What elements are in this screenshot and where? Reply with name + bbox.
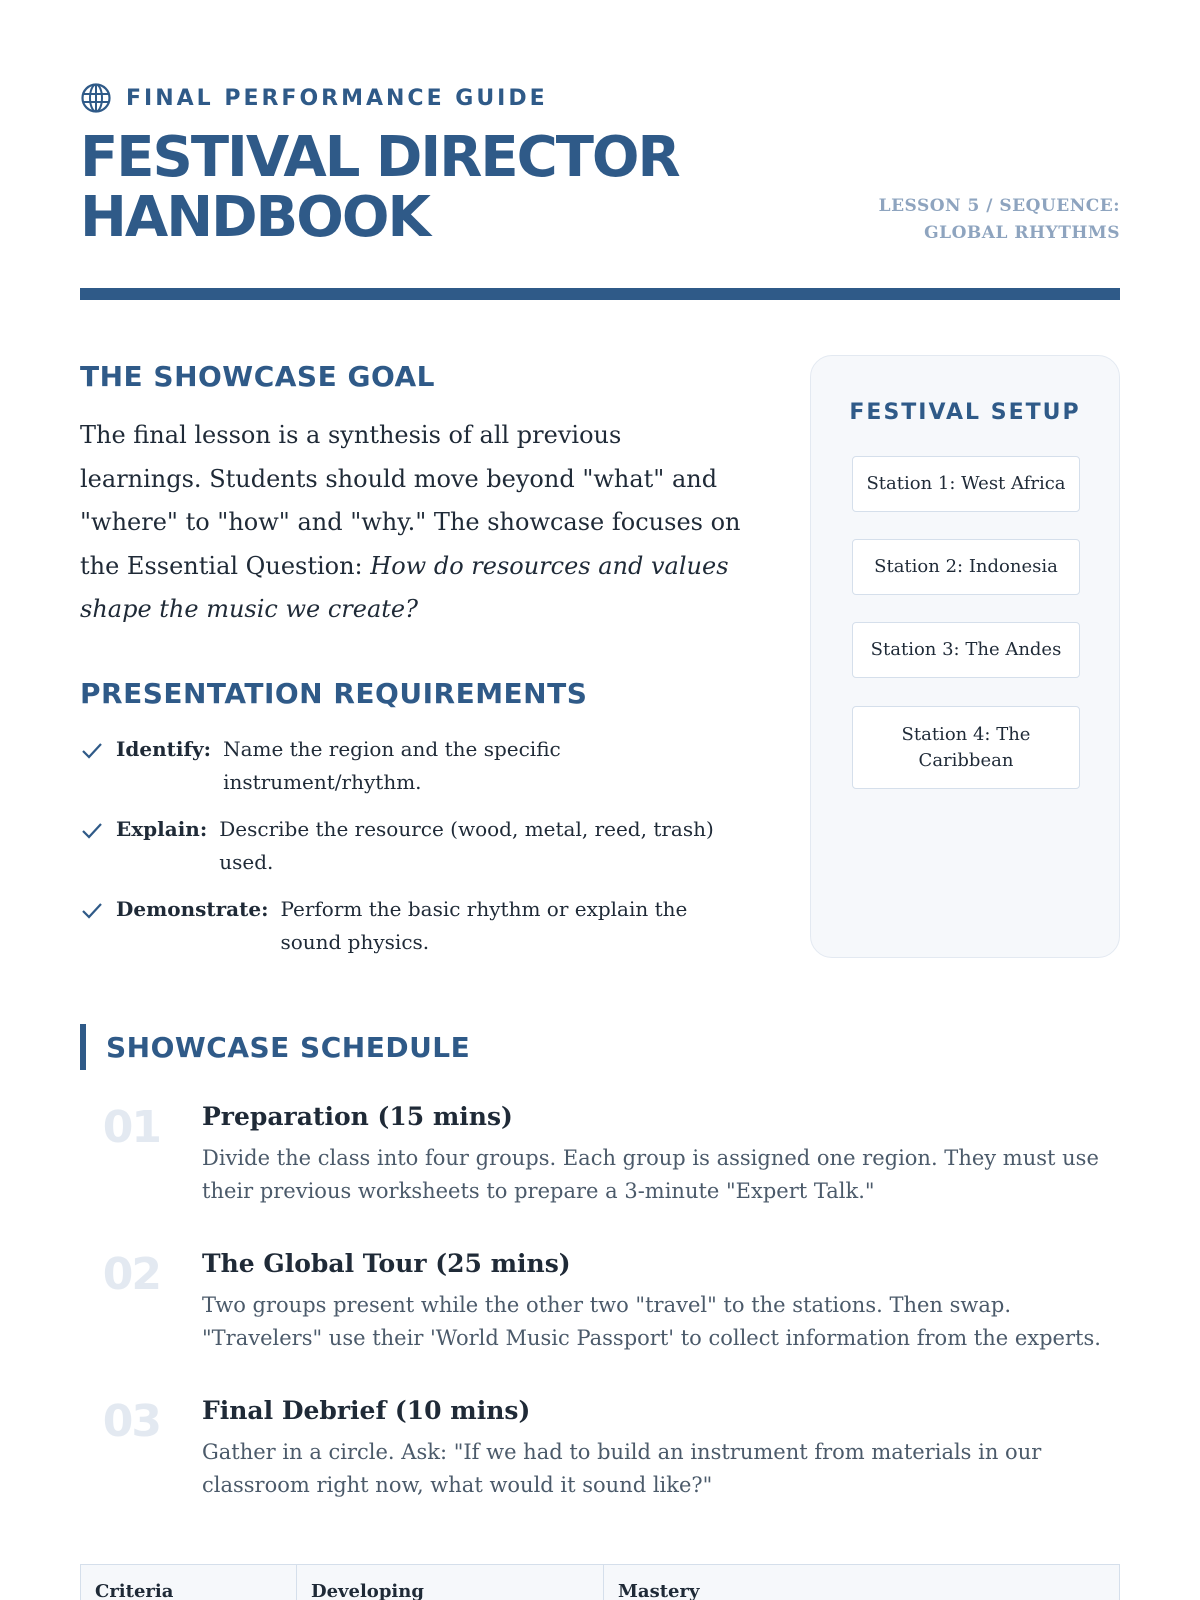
check-icon [80, 739, 104, 763]
goal-text: The final lesson is a synthesis of all previous learnings. Students should move beyond "what" and "where" to "how" and "why." The showcase focuses on the Essential Question: [80, 421, 741, 580]
festival-setup-heading: FESTIVAL SETUP [849, 400, 1081, 425]
goal-paragraph [80, 414, 750, 632]
station-card: Station 1: West Africa [852, 456, 1080, 512]
requirements-list [80, 733, 740, 973]
festival-setup-panel [810, 355, 1120, 958]
rubric-table [80, 1564, 1120, 1600]
lesson-label-line-2: GLOBAL RHYTHMS [924, 223, 1120, 243]
schedule-step [80, 1396, 1120, 1506]
header-divider [80, 288, 1120, 300]
step-number: 03 [102, 1396, 160, 1447]
requirement-label: Identify: [116, 737, 212, 761]
step-number: 02 [102, 1249, 160, 1300]
page-title-line-2: HANDBOOK [80, 185, 429, 250]
requirement-label: Demonstrate: [116, 897, 269, 921]
schedule-step [80, 1102, 1120, 1212]
check-icon [80, 899, 104, 923]
page-title-line-1: FESTIVAL DIRECTOR [80, 125, 679, 190]
requirement-text: Describe the resource (wood, metal, reed, trash) used. [219, 817, 714, 874]
eyebrow [80, 82, 548, 114]
schedule-header [80, 1024, 470, 1070]
step-description: Divide the class into four groups. Each group is assigned one region. They must use their previous worksheets to prepare a 3-minute "Expert Talk." [202, 1146, 1099, 1203]
station-card: Station 2: Indonesia [852, 539, 1080, 595]
page-title [80, 125, 679, 250]
rubric-header-mastery: Mastery [604, 1565, 1120, 1600]
step-number: 01 [102, 1102, 160, 1153]
requirement-item [80, 813, 740, 879]
handbook-page [80, 0, 1120, 1600]
rubric-header-row [81, 1565, 1120, 1600]
requirement-item [80, 733, 740, 799]
rubric-header-developing: Developing [297, 1565, 604, 1600]
globe-icon [80, 82, 112, 114]
rubric-header-criteria: Criteria [81, 1565, 297, 1600]
schedule-accent-bar [80, 1024, 86, 1070]
step-description: Gather in a circle. Ask: "If we had to build an instrument from materials in our classroom right now, what would it sound like?" [202, 1440, 1042, 1497]
eyebrow-text: FINAL PERFORMANCE GUIDE [126, 85, 548, 111]
requirement-item [80, 893, 740, 959]
step-title: Final Debrief (10 mins) [202, 1396, 531, 1425]
check-icon [80, 819, 104, 843]
step-title: Preparation (15 mins) [202, 1102, 513, 1131]
essential-question: How do resources and values shape the music we create? [80, 551, 729, 623]
station-card: Station 4: The Caribbean [852, 706, 1080, 789]
step-title: The Global Tour (25 mins) [202, 1249, 571, 1278]
step-description: Two groups present while the other two "travel" to the stations. Then swap. "Travelers" use their 'World Music Passport' to collect information from the experts. [202, 1293, 1101, 1350]
requirement-text: Name the region and the specific instrument/rhythm. [223, 737, 561, 794]
requirement-label: Explain: [116, 817, 208, 841]
requirement-text: Perform the basic rhythm or explain the sound physics. [280, 897, 688, 954]
goal-heading: THE SHOWCASE GOAL [80, 360, 435, 393]
lesson-label-line-1: LESSON 5 / SEQUENCE: [878, 196, 1120, 216]
lesson-label [879, 193, 1120, 247]
schedule-step [80, 1249, 1120, 1359]
station-card: Station 3: The Andes [852, 622, 1080, 678]
schedule-heading: SHOWCASE SCHEDULE [106, 1030, 471, 1064]
requirements-heading: PRESENTATION REQUIREMENTS [80, 677, 588, 710]
